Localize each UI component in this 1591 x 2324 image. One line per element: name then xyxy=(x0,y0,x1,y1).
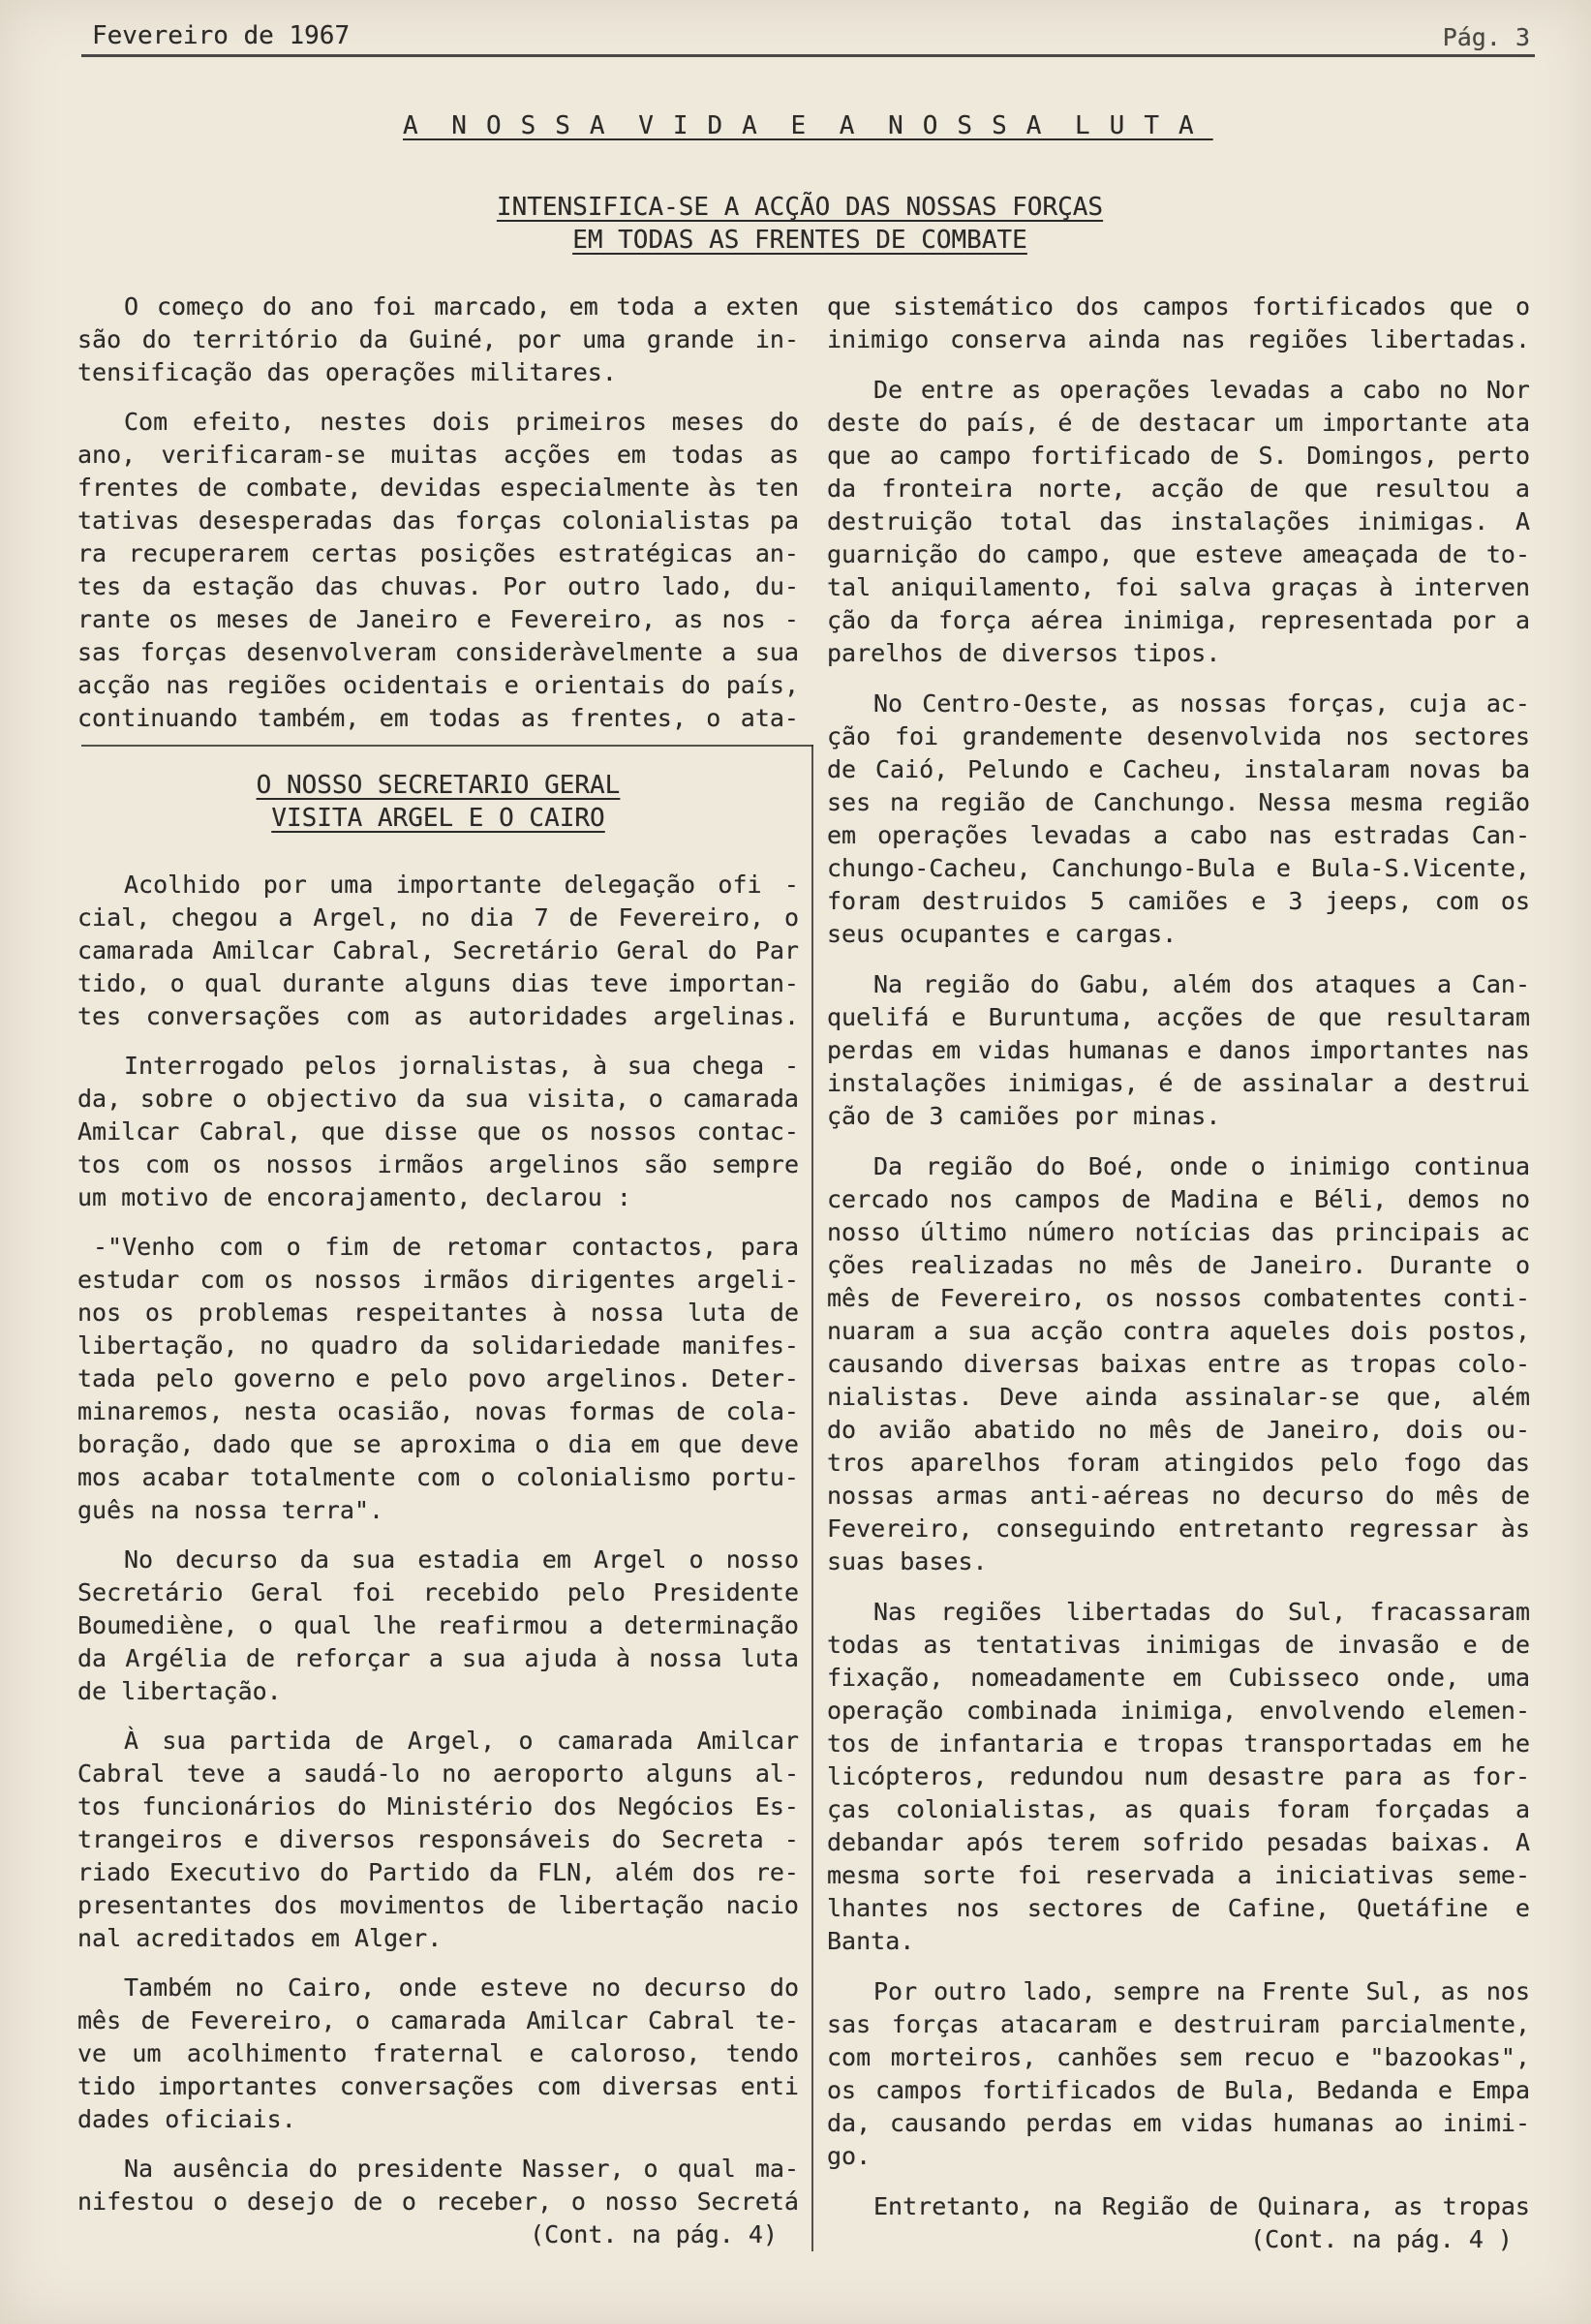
headline-text: O NOSSO SECRETARIO GERAL xyxy=(256,771,621,800)
text-line: da Argélia de reforçar a sua ajuda à nossa luta xyxy=(77,1644,799,1672)
text-line: da, sobre o objectivo da sua visita, o camarada xyxy=(77,1085,799,1113)
text-line: sas forças desenvolveram consideràvelmente a sua xyxy=(77,638,799,666)
text-line: continuando também, em todas as frentes, o ata- xyxy=(77,704,799,732)
text-line: fixação, nomeadamente em Cubisseco onde, uma xyxy=(827,1664,1530,1692)
text-line: Cabral teve a saudá-lo no aeroporto alguns al- xyxy=(77,1759,799,1788)
headline-text: EM TODAS AS FRENTES DE COMBATE xyxy=(572,226,1027,255)
text-line: tros aparelhos foram atingidos pelo fogo das xyxy=(827,1449,1530,1477)
text-line: tativas desesperadas das forças colonialistas pa xyxy=(77,506,799,535)
text-line: são do território da Guiné, por uma grande in- xyxy=(77,325,799,353)
text-line: Na região do Gabu, além dos ataques a Can- xyxy=(873,970,1530,998)
text-line: Fevereiro, conseguindo entretanto regressar às xyxy=(827,1514,1530,1543)
text-line: acção nas regiões ocidentais e orientais do país, xyxy=(77,671,799,699)
article1-left-text xyxy=(77,290,799,735)
text-line: nal acreditados em Alger. xyxy=(77,1924,443,1952)
text-line: ano, verificaram-se muitas acções em todas as xyxy=(77,441,799,469)
text-line: tal aniquilamento, foi salva graças à interven xyxy=(827,573,1530,601)
text-line: Secretário Geral foi recebido pelo Presidente xyxy=(77,1578,799,1606)
paragraph xyxy=(827,2190,1530,2223)
text-line: go. xyxy=(827,2142,872,2170)
text-line: Também no Cairo, onde esteve no decurso do xyxy=(124,1973,799,2002)
headline-text: INTENSIFICA-SE A ACÇÃO DAS NOSSAS FORÇAS xyxy=(496,193,1104,222)
text-line: todas as tentativas inimigas de invasão e de xyxy=(827,1631,1530,1659)
text-line: De entre as operações levadas a cabo no Nor xyxy=(873,376,1530,404)
text-line: ses na região de Canchungo. Nessa mesma região xyxy=(827,788,1530,816)
text-line: chungo-Cacheu, Canchungo-Bula e Bula-S.Vicente, xyxy=(827,854,1530,882)
text-line: ção da força aérea inimiga, representada por a xyxy=(827,606,1530,634)
text-line: libertação, no quadro da solidariedade manifes- xyxy=(77,1331,799,1360)
text-line: sas forças atacaram e destruiram parcialmente, xyxy=(827,2010,1530,2038)
paragraph xyxy=(77,290,799,389)
text-line: causando diversas baixas entre as tropas colo- xyxy=(827,1350,1530,1378)
paragraph xyxy=(77,1544,799,1708)
text-line: debandar após terem sofrido pesadas baixas. A xyxy=(827,1828,1530,1856)
text-line: guarnição do campo, que esteve ameaçada de to- xyxy=(827,540,1530,568)
text-line: minaremos, nesta ocasião, novas formas de cola- xyxy=(77,1397,799,1425)
text-line: Amilcar Cabral, que disse que os nossos contac- xyxy=(77,1117,799,1146)
header-rule xyxy=(81,54,1535,57)
text-line: O começo do ano foi marcado, em toda a exten xyxy=(124,292,799,321)
text-line: Entretanto, na Região de Quinara, as tropas xyxy=(873,2192,1530,2220)
paragraph xyxy=(827,968,1530,1133)
section-title: A NOSSA VIDA E A NOSSA LUTA xyxy=(403,111,1213,140)
text-line: tada pelo governo e pelo povo argelinos. Deter- xyxy=(77,1364,799,1392)
text-line: da, causando perdas em vidas humanas ao inimi- xyxy=(827,2109,1530,2137)
continuation-note: (Cont. na pág. 4) xyxy=(530,2220,778,2248)
text-line: que sistemático dos campos fortificados que o xyxy=(827,292,1530,321)
headline-text: VISITA ARGEL E O CAIRO xyxy=(271,804,605,833)
paragraph xyxy=(77,1725,799,1955)
text-line: rante os meses de Janeiro e Fevereiro, as nos - xyxy=(77,605,799,633)
text-line: Interrogado pelos jornalistas, à sua chega - xyxy=(124,1052,799,1080)
text-line: À sua partida de Argel, o camarada Amilcar xyxy=(124,1727,799,1755)
text-line: da fronteira norte, acção de que resultou a xyxy=(827,474,1530,503)
text-line: nos os problemas respeitantes à nossa luta de xyxy=(77,1299,799,1327)
article1-left-column xyxy=(77,290,799,735)
text-line: suas bases. xyxy=(827,1547,988,1575)
article1-right-text xyxy=(827,290,1530,2223)
text-line: seus ocupantes e cargas. xyxy=(827,920,1178,948)
text-line: tos funcionários do Ministério dos Negócios Es- xyxy=(77,1792,799,1820)
text-line: camarada Amilcar Cabral, Secretário Geral do Par xyxy=(77,936,799,964)
text-line: perdas em vidas humanas e danos importantes nas xyxy=(827,1036,1530,1064)
article2-headline xyxy=(77,769,799,835)
text-line: dades oficiais. xyxy=(77,2105,296,2133)
paragraph xyxy=(77,1050,799,1214)
text-line: -"Venho com o fim de retomar contactos, para xyxy=(93,1233,799,1261)
text-line: No Centro-Oeste, as nossas forças, cuja ac- xyxy=(873,689,1530,718)
paragraph xyxy=(77,869,799,1033)
text-line: nossas armas anti-aéreas no decurso do mês de xyxy=(827,1482,1530,1510)
paragraph xyxy=(827,1975,1530,2173)
text-line: lhantes nos sectores de Cafine, Quetáfine e xyxy=(827,1894,1530,1922)
article-divider-horizontal xyxy=(81,745,813,747)
paragraph xyxy=(827,688,1530,951)
paragraph xyxy=(827,374,1530,670)
text-line: mês de Fevereiro, os nossos combatentes conti- xyxy=(827,1284,1530,1312)
text-line: Da região do Boé, onde o inimigo continua xyxy=(873,1152,1530,1180)
text-line: operação combinada inimiga, envolvendo elemen- xyxy=(827,1697,1530,1725)
text-line: ções realizadas no mês de Janeiro. Durante o xyxy=(827,1251,1530,1279)
headline-line xyxy=(77,802,799,835)
paragraph xyxy=(77,1231,799,1527)
text-line: parelhos de diversos tipos. xyxy=(827,639,1221,667)
headline-line xyxy=(291,224,1309,257)
article1-right-column xyxy=(827,290,1530,2256)
continuation-note: (Cont. na pág. 4 ) xyxy=(1250,2225,1513,2253)
text-line: com morteiros, canhões sem recuo e "bazookas", xyxy=(827,2043,1530,2071)
text-line: ção de 3 camiões por minas. xyxy=(827,1102,1221,1130)
text-line: trangeiros e diversos responsáveis do Secreta - xyxy=(77,1825,799,1853)
text-line: tes da estação das chuvas. Por outro lado, du- xyxy=(77,572,799,600)
text-line: ças colonialistas, as quais foram forçadas a xyxy=(827,1795,1530,1823)
text-line: riado Executivo do Partido da FLN, além dos re- xyxy=(77,1858,799,1886)
text-line: tes conversações com as autoridades argelinas. xyxy=(77,1002,799,1030)
text-line: nifestou o desejo de o receber, o nosso Secretá xyxy=(77,2187,799,2216)
text-line: guês na nossa terra". xyxy=(77,1496,384,1524)
text-line: nosso último número notícias das principais ac xyxy=(827,1218,1530,1246)
text-line: destruição total das instalações inimigas. A xyxy=(827,507,1530,535)
text-line: de libertação. xyxy=(77,1677,282,1705)
text-line: boração, dado que se aproxima o dia em que deve xyxy=(77,1430,799,1458)
text-line: ra recuperarem certas posições estratégicas an- xyxy=(77,539,799,567)
text-line: de Caió, Pelundo e Cacheu, instalaram novas ba xyxy=(827,755,1530,783)
text-line: Banta. xyxy=(827,1927,915,1955)
text-line: frentes de combate, devidas especialmente às ten xyxy=(77,474,799,502)
article1-headline xyxy=(291,191,1309,257)
headline-line xyxy=(77,769,799,802)
text-line: Na ausência do presidente Nasser, o qual ma- xyxy=(124,2155,799,2183)
text-line: nialistas. Deve ainda assinalar-se que, além xyxy=(827,1383,1530,1411)
text-line: No decurso da sua estadia em Argel o nosso xyxy=(124,1545,799,1574)
text-line: deste do país, é de destacar um importante ata xyxy=(827,409,1530,437)
text-line: cercado nos campos de Madina e Béli, demos no xyxy=(827,1185,1530,1213)
paragraph xyxy=(77,2153,799,2218)
text-line: os campos fortificados de Bula, Bedanda e Empa xyxy=(827,2076,1530,2104)
text-line: mês de Fevereiro, o camarada Amilcar Cabral te- xyxy=(77,2006,799,2034)
text-line: que ao campo fortificado de S. Domingos, perto xyxy=(827,442,1530,470)
text-line: um motivo de encorajamento, declarou : xyxy=(77,1183,631,1211)
text-line: Acolhido por uma importante delegação ofi - xyxy=(124,871,799,899)
paragraph xyxy=(827,1150,1530,1578)
text-line: mos acabar totalmente com o colonialismo portu- xyxy=(77,1463,799,1491)
text-line: cial, chegou a Argel, no dia 7 de Fevereiro, o xyxy=(77,903,799,932)
text-line: Boumediène, o qual lhe reafirmou a determinação xyxy=(77,1611,799,1639)
paragraph xyxy=(77,1972,799,2136)
text-line: tido importantes conversações com diversas enti xyxy=(77,2072,799,2100)
headline-line xyxy=(291,191,1309,224)
text-line: do avião abatido no mês de Janeiro, dois ou- xyxy=(827,1416,1530,1444)
text-line: quelifá e Buruntuma, acções de que resultaram xyxy=(827,1003,1530,1031)
text-line: foram destruidos 5 camiões e 3 jeeps, com os xyxy=(827,887,1530,915)
paragraph xyxy=(827,290,1530,356)
text-line: tido, o qual durante alguns dias teve importan- xyxy=(77,969,799,997)
text-line: nuaram a sua acção contra aqueles dois postos, xyxy=(827,1317,1530,1345)
text-line: Com efeito, nestes dois primeiros meses do xyxy=(124,408,799,436)
article2-text xyxy=(77,869,799,2218)
text-line: tos de infantaria e tropas transportadas em he xyxy=(827,1729,1530,1758)
page-number: Pág. 3 xyxy=(1442,23,1530,51)
text-line: em operações levadas a cabo nas estradas Can- xyxy=(827,821,1530,849)
text-line: instalações inimigas, é de assinalar a destrui xyxy=(827,1069,1530,1097)
issue-date: Fevereiro de 1967 xyxy=(92,21,351,50)
text-line: ve um acolhimento fraternal e caloroso, tendo xyxy=(77,2039,799,2067)
text-line: ção foi grandemente desenvolvida nos sectores xyxy=(827,722,1530,750)
text-line: Nas regiões libertadas do Sul, fracassaram xyxy=(873,1598,1530,1626)
text-line: inimigo conserva ainda nas regiões libertadas. xyxy=(827,325,1530,353)
paragraph xyxy=(827,1596,1530,1958)
paragraph xyxy=(77,406,799,735)
text-line: estudar com os nossos irmãos dirigentes argeli- xyxy=(77,1266,799,1294)
article2-column xyxy=(77,769,799,2251)
text-line: mesma sorte foi reservada a iniciativas seme- xyxy=(827,1861,1530,1889)
text-line: licópteros, redundou num desastre para as for- xyxy=(827,1762,1530,1790)
text-line: presentantes dos movimentos de libertação nacio xyxy=(77,1891,799,1919)
column-divider-vertical xyxy=(811,745,813,2251)
text-line: tensificação das operações militares. xyxy=(77,358,617,386)
text-line: tos com os nossos irmãos argelinos são sempre xyxy=(77,1150,799,1178)
text-line: Por outro lado, sempre na Frente Sul, as nos xyxy=(873,1977,1530,2005)
